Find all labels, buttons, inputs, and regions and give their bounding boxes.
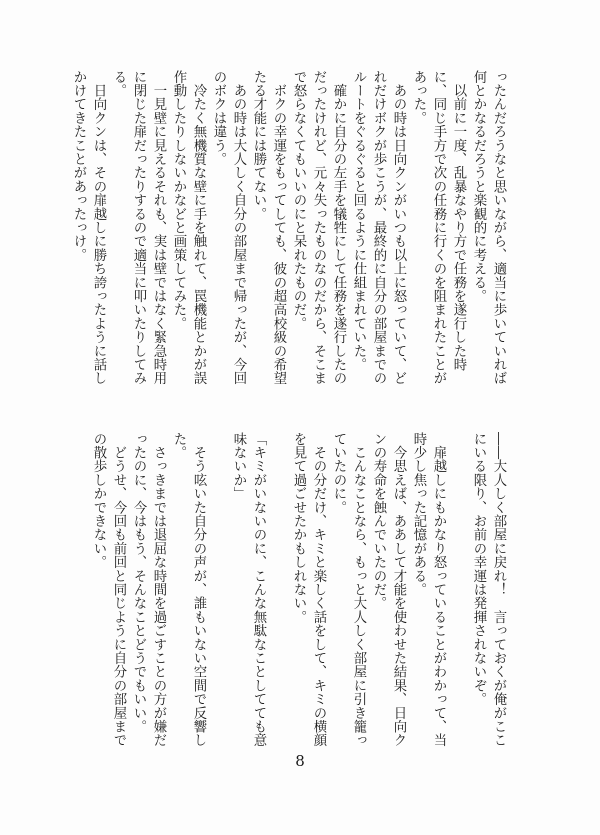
text-line: 一見壁に見えるそれも、実は壁ではなく緊急時用 [151,70,166,386]
text-line: ったんだろうなと思いながら、適当に歩いていれば [491,70,506,386]
text-line: 味ないか」 [231,432,246,501]
text-line: 以前に一度、乱暴なやり方で任務を遂行した時 [451,70,466,372]
text-line: を見て過ごせたかもしれない。 [291,432,306,624]
text-line: 今思えば、ああして才能を使わせた結果、日向ク [391,432,406,748]
text-line: ンの寿命を蝕んでいたのだ。 [371,432,386,611]
text-line: 扉越しにもかなり怒っていることがわかって、当 [431,432,446,748]
text-line: の散歩しかできない。 [91,432,106,569]
text-line: た。 [171,432,186,460]
text-line: たる才能には勝てない。 [251,70,266,221]
text-line: のボクは違う。 [211,70,226,166]
text-line: で怒らなくてもいいのにと呆れたものだ。 [291,70,306,331]
text-line: 作動したりしないかなどと画策してみた。 [171,70,186,331]
text-line: ――大人しく部屋に戻れ！ 言っておくが俺がここ [491,432,506,748]
text-line: にいる限り、お前の幸運は発揮されないぞ。 [471,432,486,706]
text-line: そう呟いた自分の声が、誰もいない空間で反響し [191,432,206,748]
text-line: あった。 [411,70,426,125]
text-line: どうせ、今回も前回と同じように自分の部屋まで [111,432,126,748]
text-line [448,432,468,732]
text-line: 確かに自分の左手を犠牲にして任務を遂行したの [331,70,346,386]
text-line: 時少し焦った記憶がある。 [411,432,426,597]
text-line: あの時は日向クンがいつも以上に怒っていて、ど [391,70,406,386]
text-line: だったけれど、元々失ったものなのだから、そこま [311,70,326,386]
text-column-top [71,70,508,405]
text-line: さっきまでは退屈な時間を過ごすことの方が嫌だ [151,432,166,748]
text-line [208,432,228,732]
text-line: 「キミがいないのに、こんな無駄なことしてても意 [251,432,266,748]
text-line: ルートをぐるぐると回るように仕組まれていた。 [351,70,366,372]
text-column-bottom [88,432,508,748]
text-line: ったのに、今はもう、そんなことどうでもいい。 [131,432,146,734]
text-line: に、同じ手方で次の任務に行くのを阻まれたことが [431,70,446,386]
text-line: あの時は大人しく自分の部屋まで帰ったが、今回 [231,70,246,386]
text-line: その分だけ、キミと楽しく話をして、キミの横顔 [311,432,326,748]
text-line: ていたのに。 [331,432,346,515]
text-line: 日向クンは、その扉越しに勝ち誇ったように話し [91,70,106,386]
text-line: 冷たく無機質な壁に手を触れて、罠機能とかが誤 [191,70,206,386]
text-line: る。 [111,70,126,98]
text-line: に閉じた扉だったりするので適当に叩いたりしてみ [131,70,146,386]
text-line: れだけボクが歩こうが、最終的に自分の部屋までの [371,70,386,386]
text-line: かけてきたことがあったっけ。 [71,70,86,262]
text-line [268,432,288,732]
text-line: こんなことなら、もっと大人しく部屋に引き籠っ [351,432,366,748]
page-number: 8 [295,752,305,770]
text-line: ボクの幸運をもってしても、彼の超高校級の希望 [271,70,286,386]
text-line: 何とかなるだろうと楽観的に考える。 [471,70,486,303]
